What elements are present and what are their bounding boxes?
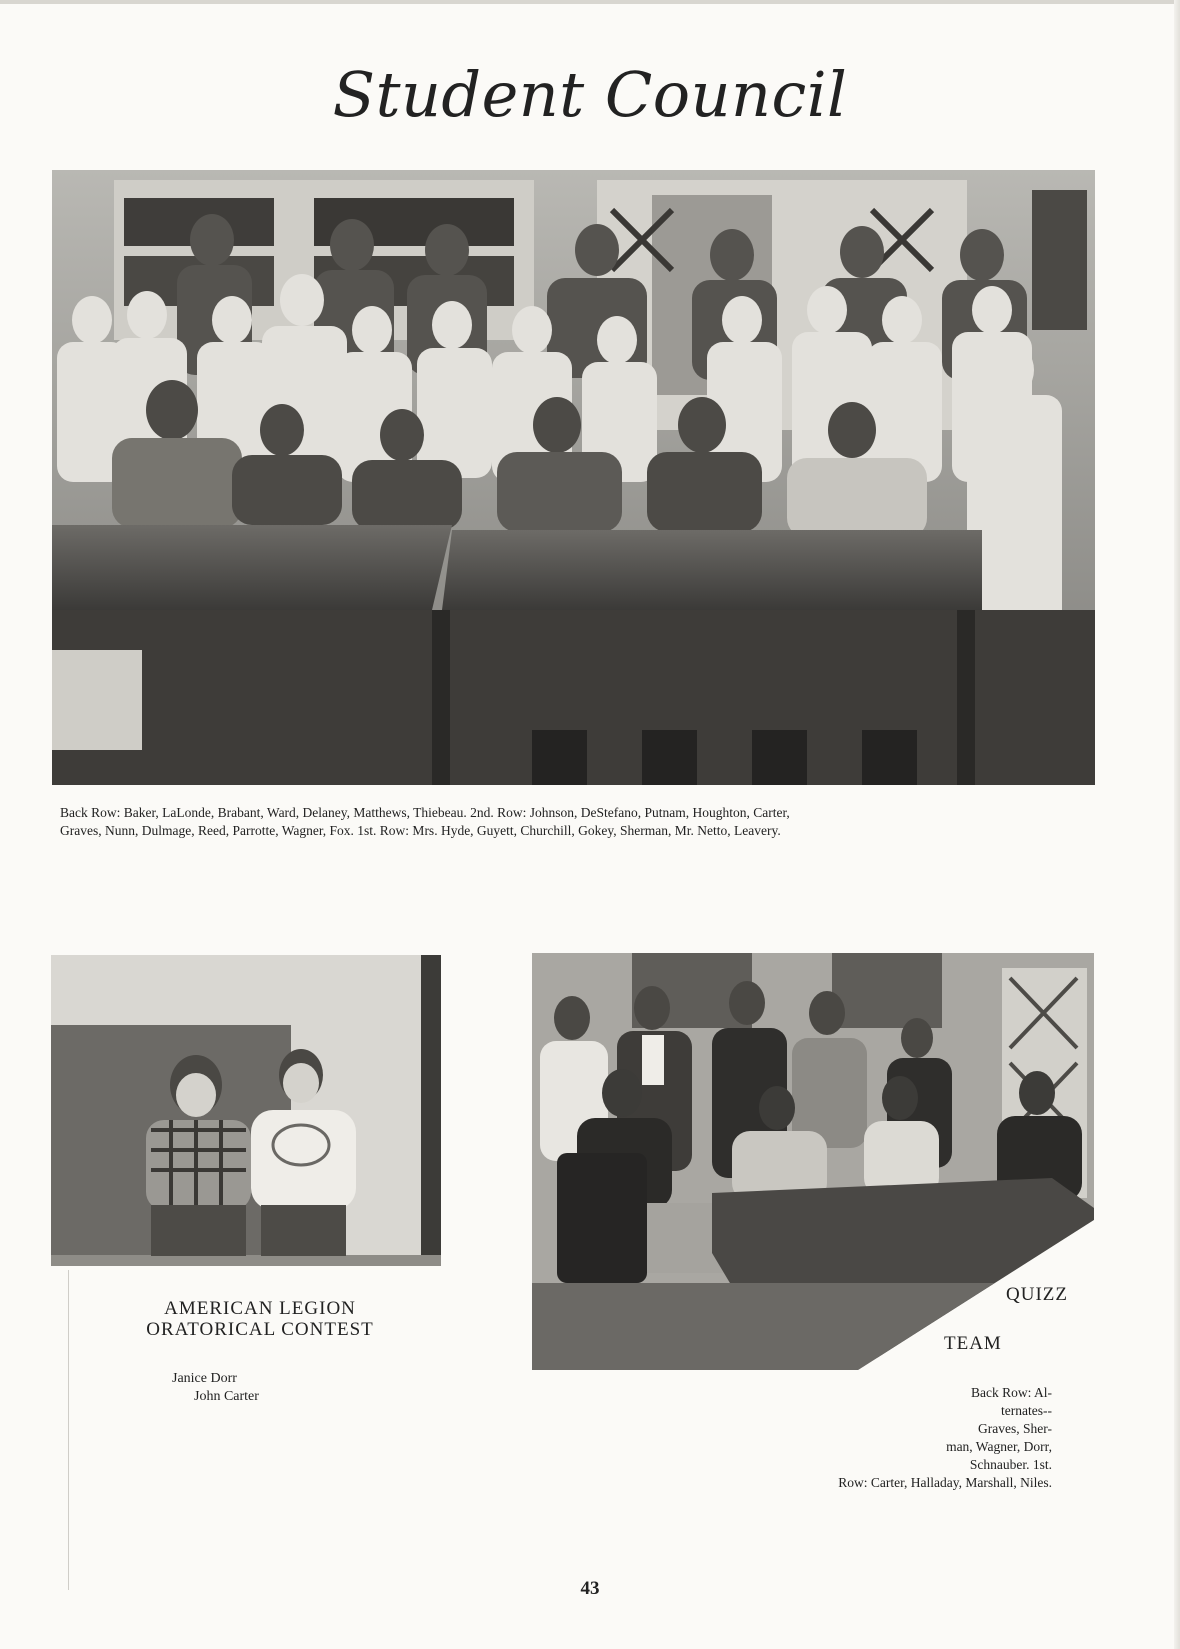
page-title: Student Council (332, 58, 848, 131)
student-council-photo (52, 170, 1095, 785)
top-rule (0, 0, 1180, 4)
caption-line: Back Row: Baker, LaLonde, Brabant, Ward, Delaney, Matthews, Thiebeau. 2nd. Row: Johnson, DeStefano, Putnam, Houghton, Carter, (60, 805, 790, 820)
heading-line: ORATORICAL CONTEST (146, 1319, 374, 1340)
caption-line: ternates-- (1001, 1403, 1052, 1418)
caption-line: Graves, Nunn, Dulmage, Reed, Parrotte, Wagner, Fox. 1st. Row: Mrs. Hyde, Guyett, Churchill, Gokey, Sherman, Mr. Netto, Leavery. (60, 823, 781, 838)
quiz-heading-word: TEAM (944, 1333, 1002, 1354)
heading-line: AMERICAN LEGION (164, 1298, 356, 1319)
oratorical-contest-photo (51, 955, 441, 1266)
quiz-team-photo (532, 953, 1094, 1370)
caption-line: Schnauber. 1st. (969, 1457, 1052, 1472)
contestant-name: John Carter (194, 1389, 259, 1404)
page-edge (1174, 0, 1180, 1649)
caption-line: Graves, Sher- (978, 1421, 1052, 1436)
quiz-heading-word: QUIZZ (1006, 1284, 1068, 1305)
quiz-team-caption (712, 1384, 1052, 1492)
contestant-name: Janice Dorr (172, 1371, 237, 1386)
oratorical-heading (110, 1298, 410, 1340)
oratorical-names (172, 1370, 259, 1406)
caption-line: man, Wagner, Dorr, (946, 1439, 1052, 1454)
page-number: 43 (580, 1578, 600, 1599)
student-council-caption (60, 804, 1090, 840)
caption-line: Back Row: Al- (971, 1385, 1052, 1400)
margin-mark (68, 1270, 69, 1590)
caption-line: Row: Carter, Halladay, Marshall, Niles. (838, 1475, 1052, 1490)
